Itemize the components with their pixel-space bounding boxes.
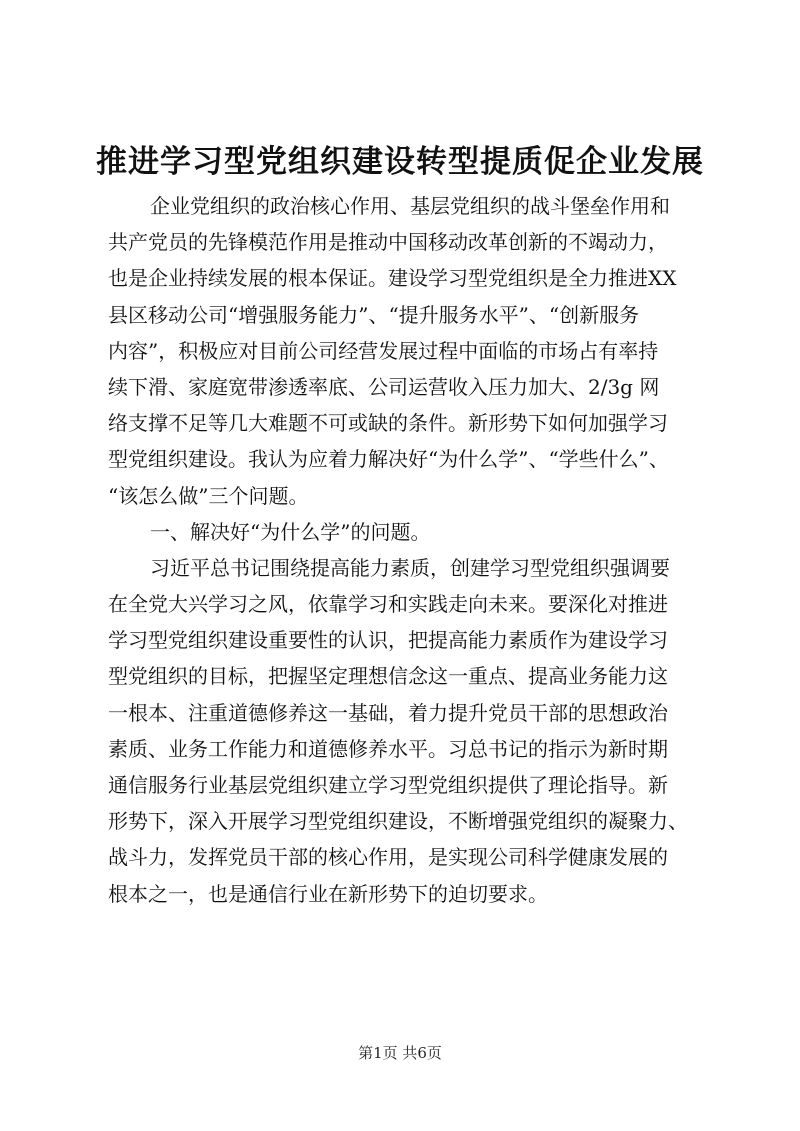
document-body	[108, 188, 700, 912]
body-line: 也是企业持续发展的根本保证。建设学习型党组织是全力推进XX	[108, 266, 677, 291]
body-line: 根本之一，也是通信行业在新形势下的迫切要求。	[108, 881, 548, 906]
body-line: 型党组织的目标，把握坚定理想信念这一重点、提高业务能力这	[108, 664, 668, 689]
document-title: 推进学习型党组织建设转型提质促企业发展	[96, 144, 704, 180]
body-line: 一根本、注重道德修养这一基础，着力提升党员干部的思想政治	[108, 700, 668, 725]
page-number: 第1页 共6页	[358, 1044, 442, 1062]
body-line: 在全党大兴学习之风，依靠学习和实践走向未来。要深化对推进	[108, 592, 668, 617]
body-line: 习近平总书记围绕提高能力素质，创建学习型党组织强调要	[150, 555, 670, 580]
body-line: 络支撑不足等几大难题不可或缺的条件。新形势下如何加强学习	[108, 411, 668, 436]
body-line: 学习型党组织建设重要性的认识，把提高能力素质作为建设学习	[108, 628, 668, 653]
body-line: 通信服务行业基层党组织建立学习型党组织提供了理论指导。新	[108, 773, 668, 797]
body-line: 内容”，积极应对目前公司经营发展过程中面临的市场占有率持	[108, 338, 659, 363]
body-line: 素质、业务工作能力和道德修养水平。习总书记的指示为新时期	[108, 736, 668, 761]
body-line: 共产党员的先锋模范作用是推动中国移动改革创新的不竭动力，	[108, 230, 668, 255]
body-line: “该怎么做”三个问题。	[108, 483, 309, 508]
body-line: 形势下，深入开展学习型党组织建设，不断增强党组织的凝聚力、	[108, 809, 688, 834]
body-line: 型党组织建设。我认为应着力解决好“为什么学”、“学些什么”、	[108, 447, 669, 472]
section-heading: 一、解决好“为什么学”的问题。	[150, 519, 431, 544]
body-line: 企业党组织的政治核心作用、基层党组织的战斗堡垒作用和	[150, 194, 670, 218]
body-line: 战斗力，发挥党员干部的核心作用，是实现公司科学健康发展的	[108, 845, 668, 870]
body-line: 续下滑、家庭宽带渗透率底、公司运营收入压力加大、2/3g 网	[108, 374, 660, 399]
body-line: 县区移动公司“增强服务能力”、“提升服务水平”、“创新服务	[108, 302, 640, 327]
